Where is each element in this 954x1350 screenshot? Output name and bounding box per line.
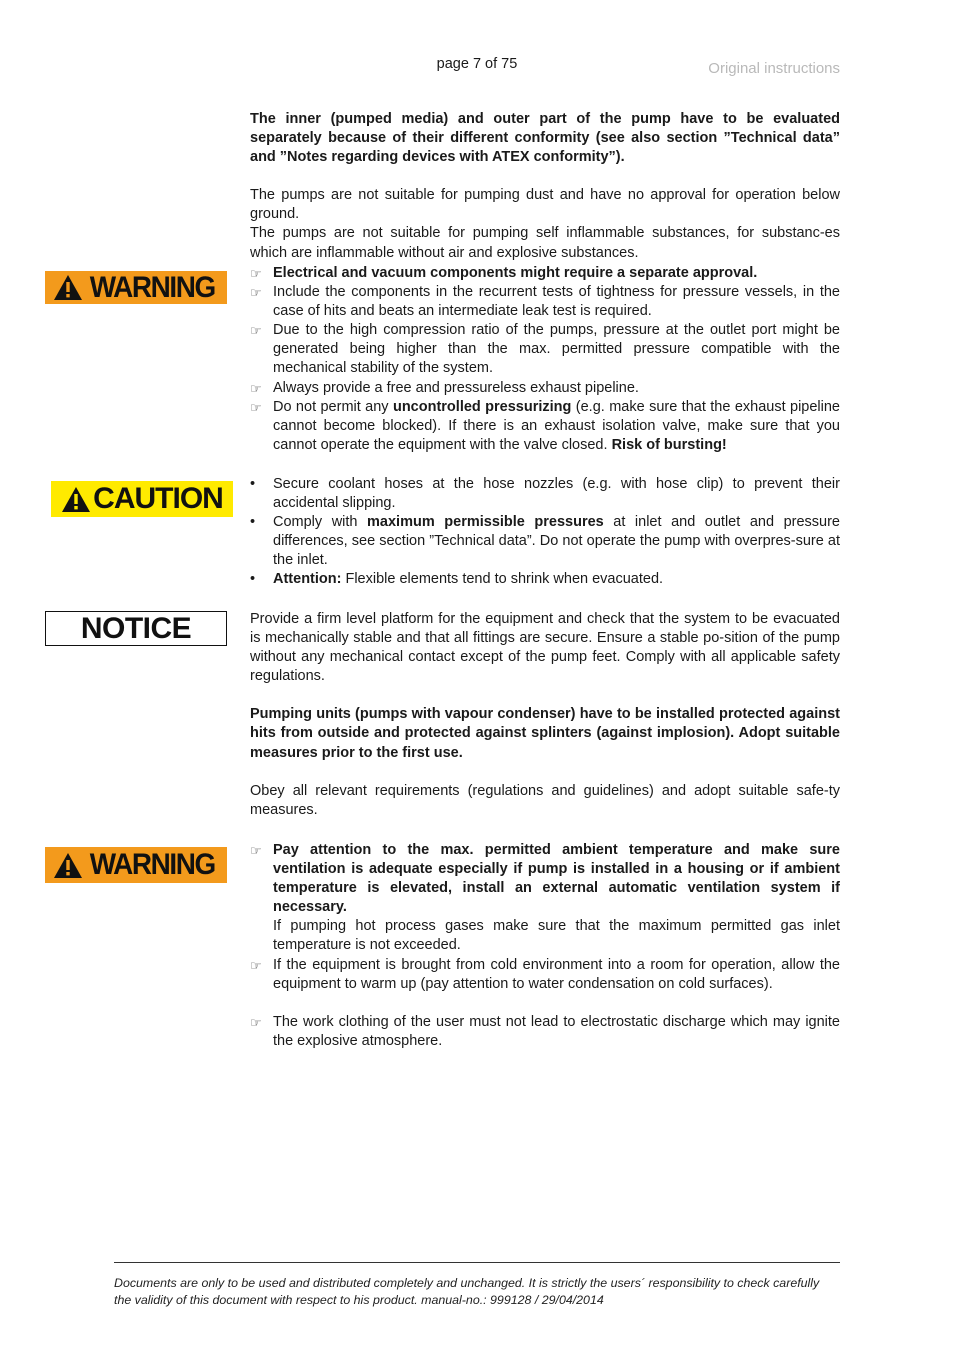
warning-triangle-icon [53, 274, 83, 301]
page-number: page 7 of 75 [436, 56, 518, 72]
warning-sign-1 [45, 271, 227, 304]
notice-section [250, 610, 840, 820]
footer-divider [114, 1262, 840, 1263]
pointing-hand-icon: ☞ [250, 843, 262, 858]
list-item: ☞ The work clothing of the user must not lead to electrostatic discharge which may ignite the explosive atmosphere. [250, 1013, 840, 1049]
warning-triangle-icon [53, 852, 83, 879]
document-type: Original instructions [708, 60, 840, 77]
bullet-icon: • [250, 476, 256, 492]
warning-sign-label: WARNING [89, 848, 215, 881]
list-item: • Attention: Flexible elements tend to shrink when evacuated. [250, 570, 840, 589]
notice-sign [45, 611, 227, 646]
notice-paragraph-1: Provide a firm level platform for the equipment and check that the system to be evacuated is mechanically stable and that all fittings are secure. Ensure a stable po-sition of the pump without any mechanical contact except of the pump feet. Comply with all applicable safety regulations. [250, 611, 840, 685]
warning-1-list [250, 264, 840, 455]
list-item: ☞ Include the components in the recurrent tests of tightness for pressure vessels, in the case of hits and beats an intermediate leak test is required. [250, 284, 840, 320]
caution-list [250, 475, 840, 590]
footer-note: Documents are only to be used and distributed completely and unchanged. It is strictly the users´ responsibility to check carefully the validity of this document with respect to his product. manual-no.: 999128 / 29/04/2014 [114, 1276, 820, 1307]
notice-sign-label: NOTICE [80, 611, 192, 645]
pointing-hand-icon: ☞ [250, 957, 262, 973]
pointing-hand-icon: ☞ [250, 323, 262, 339]
list-item: • Secure coolant hoses at the hose nozzles (e.g. with hose clip) to prevent their accidental slipping. [250, 476, 840, 512]
bullet-icon: • [250, 514, 256, 531]
pointing-hand-icon: ☞ [250, 399, 262, 415]
pointing-hand-icon: ☞ [250, 1014, 262, 1030]
list-item: ☞ Due to the high compression ratio of the pumps, pressure at the outlet port might be generated being higher than the max. permitted pressure compatible with the mechanical stability of the system. [250, 322, 840, 377]
warning-sign-2 [45, 847, 227, 883]
intro-section [250, 110, 840, 263]
warning-2-list [250, 841, 840, 1051]
list-item: ☞ If the equipment is brought from cold environment into a room for operation, allow the equipment to warm up (pay attention to water condensation on cold surfaces). [250, 956, 840, 992]
warning-sign-label: WARNING [89, 270, 215, 304]
notice-paragraph-3: Obey all relevant requirements (regulations and guidelines) and adopt suitable safe-ty measures. [250, 782, 840, 818]
notice-bold-paragraph: Pumping units (pumps with vapour condenser) have to be installed protected against hits from outside and protected against splinters (against implosion). Adopt suitable measures prior to the first use. [250, 706, 840, 761]
caution-sign-label: CAUTION [93, 482, 223, 515]
caution-triangle-icon [61, 486, 91, 513]
intro-bold-paragraph: The inner (pumped media) and outer part of the pump have to be evaluated separately because of their different conformity (see also section ”Technical data” and ”Notes regarding devices with ATEX conformity”). [250, 111, 840, 166]
bullet-icon: • [250, 571, 256, 588]
list-item: ☞ Always provide a free and pressureless exhaust pipeline. [250, 379, 840, 398]
pointing-hand-icon: ☞ [250, 266, 262, 281]
pointing-hand-icon: ☞ [250, 285, 262, 301]
intro-paragraph-1: The pumps are not suitable for pumping dust and have no approval for operation below ground. [250, 187, 840, 223]
intro-paragraph-2: The pumps are not suitable for pumping self inflammable substances, for substanc-es which are inflammable without air and explosive substances. [250, 225, 840, 261]
caution-sign [51, 481, 233, 517]
list-item: ☞ Pay attention to the max. permitted ambient temperature and make sure ventilation is adequate especially if pump is installed in a housing or if ambient temperature is elevated, install an external automatic ventilation system if necessary. If pumping hot process gases make sure that the maximum permitted gas inlet temperature is not exceeded. [250, 842, 840, 954]
pointing-hand-icon: ☞ [250, 380, 262, 396]
list-item: • Comply with maximum permissible pressures at inlet and outlet and pressure differences, see section ”Technical data”. Do not operate the pump with overpres-sure at the inlet. [250, 514, 840, 569]
list-item: ☞ Do not permit any uncontrolled pressurizing (e.g. make sure that the exhaust pipeline cannot become blocked). If there is an exhaust isolation valve, make sure that you cannot operate the equipment with the valve closed. Risk of bursting! [250, 398, 840, 453]
list-item: ☞ Electrical and vacuum components might require a separate approval. [250, 264, 840, 283]
